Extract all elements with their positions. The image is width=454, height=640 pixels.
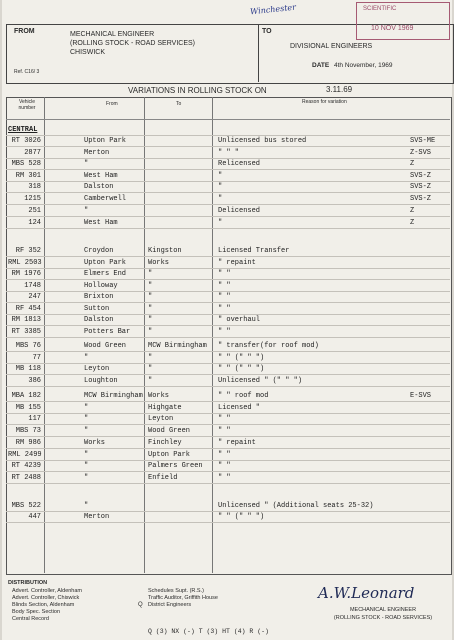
- reason-cell: Unlicensed " (Additional seats 25-32): [218, 502, 374, 510]
- to-cell: Works: [148, 392, 170, 400]
- reason-cell: " repaint: [218, 439, 256, 447]
- date-value: 4th November, 1969: [334, 62, 393, 69]
- code-cell: SVS-Z: [410, 195, 432, 203]
- vehicle-cell: 77: [32, 354, 41, 362]
- vehicle-cell: 247: [28, 293, 41, 301]
- vehicle-cell: RM 301: [15, 172, 41, 180]
- reason-cell: " " (" " "): [218, 365, 265, 373]
- reason-cell: Unlicensed " (" " "): [218, 377, 303, 385]
- distribution-middle: [148, 588, 218, 609]
- from-cell: Dalston: [84, 183, 114, 191]
- vehicle-cell: 2877: [24, 149, 41, 157]
- column-header-vehicle-line-1: Vehicle: [18, 99, 36, 105]
- column-header-vehicle: [12, 99, 42, 111]
- distribution-codes: Q (3) NX (-) T (3) HT (4) R (-): [148, 628, 269, 635]
- distribution-item-4: Body Spec. Section: [12, 609, 61, 615]
- to-cell: ": [148, 293, 153, 301]
- from-cell: Merton: [84, 513, 110, 521]
- code-cell: SVS-ME: [410, 137, 436, 145]
- table-row: [0, 340, 454, 352]
- vehicle-cell: 447: [28, 513, 41, 521]
- reason-cell: " ": [218, 451, 231, 459]
- from-cell: ": [84, 404, 89, 412]
- reason-cell: Licensed Transfer: [218, 247, 290, 255]
- vehicle-cell: MBS 528: [11, 160, 41, 168]
- vehicle-cell: RM 1813: [11, 316, 41, 324]
- vehicle-cell: RM 1976: [11, 270, 41, 278]
- from-line-2: (ROLLING STOCK - ROAD SERVICES): [70, 40, 195, 47]
- from-cell: ": [84, 427, 89, 435]
- to-cell: Kingston: [148, 247, 182, 255]
- table-row: [0, 291, 454, 303]
- reason-cell: " " (" " "): [218, 354, 265, 362]
- table-row: [0, 437, 454, 449]
- stamp-line-1: SCIENTIFIC: [363, 6, 397, 12]
- reason-cell: ": [218, 195, 223, 203]
- reason-cell: " ": [218, 474, 231, 482]
- table-row: [0, 390, 454, 402]
- vehicle-cell: MBS 76: [15, 342, 41, 350]
- table-row: [0, 193, 454, 205]
- to-cell: ": [148, 270, 153, 278]
- vehicle-cell: 124: [28, 219, 41, 227]
- table-row: [0, 205, 454, 217]
- to-cell: ": [148, 354, 153, 362]
- vehicle-cell: MB 155: [15, 404, 41, 412]
- signatory-title: [316, 606, 450, 622]
- distribution-item-3: Blinds Section, Aldenham: [12, 602, 75, 608]
- table-row: [0, 326, 454, 338]
- from-cell: Dalston: [84, 316, 114, 324]
- vehicle-cell: 251: [28, 207, 41, 215]
- from-cell: Camberwell: [84, 195, 127, 203]
- code-cell: SVS-Z: [410, 183, 432, 191]
- from-cell: Brixton: [84, 293, 114, 301]
- from-cell: Works: [84, 439, 106, 447]
- handwritten-recipient: Winchester: [249, 2, 297, 17]
- column-header-from: From: [106, 101, 118, 107]
- column-header-vehicle-line-2: number: [18, 105, 36, 111]
- table-row: [0, 425, 454, 437]
- from-cell: Leyton: [84, 365, 110, 373]
- column-header-reason: Reason for variation: [302, 99, 347, 105]
- from-cell: ": [84, 451, 89, 459]
- from-cell: Sutton: [84, 305, 110, 313]
- table-header-rule: [6, 119, 450, 120]
- code-cell: E-SVS: [410, 392, 432, 400]
- to-label: TO: [262, 28, 272, 35]
- reason-cell: " ": [218, 282, 231, 290]
- title-date: 3.11.69: [326, 85, 353, 94]
- reason-cell: " ": [218, 293, 231, 301]
- table-row: [0, 375, 454, 387]
- to-cell: Upton Park: [148, 451, 191, 459]
- from-cell: Holloway: [84, 282, 118, 290]
- from-cell: Upton Park: [84, 259, 127, 267]
- distribution-list: [12, 588, 82, 623]
- distribution-middle-1: Schedules Supt. (R.S.): [148, 588, 204, 594]
- vehicle-cell: MBA 182: [11, 392, 41, 400]
- reason-cell: " ": [218, 328, 231, 336]
- vehicle-cell: 1215: [24, 195, 41, 203]
- vehicle-cell: CENTRAL: [8, 126, 38, 134]
- to-cell: ": [148, 328, 153, 336]
- reason-cell: ": [218, 183, 223, 191]
- to-cell: ": [148, 305, 153, 313]
- code-cell: Z: [410, 219, 415, 227]
- distribution-item-2: Advert. Controller, Chiswick: [12, 595, 80, 601]
- from-cell: ": [84, 354, 89, 362]
- distribution-item-1: Advert. Controller, Aldenham: [12, 588, 83, 594]
- date-label: DATE: [312, 62, 330, 69]
- distribution-label: DISTRIBUTION: [8, 580, 48, 586]
- received-stamp: [356, 2, 450, 40]
- vehicle-cell: RML 2503: [8, 259, 42, 267]
- table-row: [0, 511, 454, 523]
- reason-cell: Relicensed: [218, 160, 261, 168]
- table-row: [0, 314, 454, 326]
- reason-cell: Licensed ": [218, 404, 261, 412]
- vehicle-cell: RF 352: [15, 247, 41, 255]
- from-label: FROM: [14, 28, 35, 35]
- reason-cell: Unlicensed bus stored: [218, 137, 307, 145]
- reason-cell: " " (" " "): [218, 513, 265, 521]
- reason-cell: " ": [218, 305, 231, 313]
- from-cell: Elmers End: [84, 270, 127, 278]
- from-cell: Loughton: [84, 377, 118, 385]
- table-row: [0, 460, 454, 472]
- signatory-title-1: MECHANICAL ENGINEER: [349, 607, 417, 613]
- to-cell: Wood Green: [148, 427, 191, 435]
- vehicle-cell: RM 986: [15, 439, 41, 447]
- from-cell: ": [84, 474, 89, 482]
- from-cell: West Ham: [84, 219, 118, 227]
- vehicle-cell: RT 3026: [11, 137, 41, 145]
- vehicle-cell: RT 4239: [11, 462, 41, 470]
- reason-cell: " ": [218, 462, 231, 470]
- to-cell: Highgate: [148, 404, 182, 412]
- code-cell: SVS-Z: [410, 172, 432, 180]
- vehicle-cell: 386: [28, 377, 41, 385]
- to-cell: ": [148, 377, 153, 385]
- table-row: [0, 158, 454, 170]
- column-header-to: To: [176, 101, 182, 107]
- from-cell: ": [84, 502, 89, 510]
- to-value: DIVISIONAL ENGINEERS: [290, 43, 373, 50]
- to-cell: Leyton: [148, 415, 174, 423]
- from-cell: ": [84, 207, 89, 215]
- reason-cell: ": [218, 219, 223, 227]
- reason-cell: " " ": [218, 149, 240, 157]
- table-row: [0, 363, 454, 375]
- vehicle-cell: RF 454: [15, 305, 41, 313]
- reason-cell: " repaint: [218, 259, 256, 267]
- code-cell: Z: [410, 207, 415, 215]
- code-cell: Z-SVS: [410, 149, 432, 157]
- to-cell: Works: [148, 259, 170, 267]
- to-cell: Finchley: [148, 439, 182, 447]
- to-cell: Palmers Green: [148, 462, 203, 470]
- document-title: VARIATIONS IN ROLLING STOCK ON: [128, 86, 267, 95]
- from-block: [70, 30, 195, 57]
- reason-cell: " ": [218, 427, 231, 435]
- reason-cell: " transfer(for roof mod): [218, 342, 319, 350]
- from-cell: Upton Park: [84, 137, 127, 145]
- from-cell: Potters Bar: [84, 328, 131, 336]
- vehicle-cell: 117: [28, 415, 41, 423]
- vehicle-cell: 1748: [24, 282, 41, 290]
- from-cell: ": [84, 160, 89, 168]
- reason-cell: " overhaul: [218, 316, 261, 324]
- reason-cell: Delicensed: [218, 207, 261, 215]
- from-cell: Merton: [84, 149, 110, 157]
- to-cell: ": [148, 316, 153, 324]
- signatory-title-2: (ROLLING STOCK - ROAD SERVICES): [333, 615, 433, 621]
- code-cell: Z: [410, 160, 415, 168]
- table-row: [0, 268, 454, 280]
- from-cell: ": [84, 415, 89, 423]
- vehicle-cell: RT 2488: [11, 474, 41, 482]
- table-row: [0, 217, 454, 229]
- vehicle-cell: RT 3385: [11, 328, 41, 336]
- signature: A.W.Leonard: [318, 584, 415, 602]
- vehicle-cell: MBS 522: [11, 502, 41, 510]
- to-cell: ": [148, 282, 153, 290]
- distribution-middle-3: District Engineers: [148, 602, 192, 608]
- vehicle-cell: RML 2499: [8, 451, 42, 459]
- distribution-q-mark: Q: [138, 602, 143, 608]
- ref-number: Ref. C16/ 3: [14, 69, 40, 75]
- distribution-item-5: Central Record: [12, 616, 49, 622]
- reason-cell: ": [218, 172, 223, 180]
- table-row: [0, 413, 454, 425]
- table-row: [0, 472, 454, 484]
- to-cell: Enfield: [148, 474, 178, 482]
- vehicle-cell: MB 118: [15, 365, 41, 373]
- to-cell: MCW Birmingham: [148, 342, 207, 350]
- from-line-3: CHISWICK: [70, 49, 105, 56]
- header-divider: [258, 24, 259, 82]
- stamp-line-2: 10 NOV 1969: [371, 25, 414, 32]
- from-cell: ": [84, 462, 89, 470]
- from-cell: Croydon: [84, 247, 114, 255]
- from-cell: Wood Green: [84, 342, 127, 350]
- table-row: [0, 135, 454, 147]
- table-row: [0, 245, 454, 257]
- from-cell: West Ham: [84, 172, 118, 180]
- vehicle-cell: MBS 73: [15, 427, 41, 435]
- reason-cell: " " roof mod: [218, 392, 269, 400]
- table-row: [0, 181, 454, 193]
- vehicle-cell: 318: [28, 183, 41, 191]
- from-cell: MCW Birmingham: [84, 392, 143, 400]
- reason-cell: " ": [218, 270, 231, 278]
- to-cell: ": [148, 365, 153, 373]
- distribution-middle-2: Traffic Auditor, Griffith House: [148, 595, 218, 601]
- reason-cell: " ": [218, 415, 231, 423]
- from-line-1: MECHANICAL ENGINEER: [70, 31, 155, 38]
